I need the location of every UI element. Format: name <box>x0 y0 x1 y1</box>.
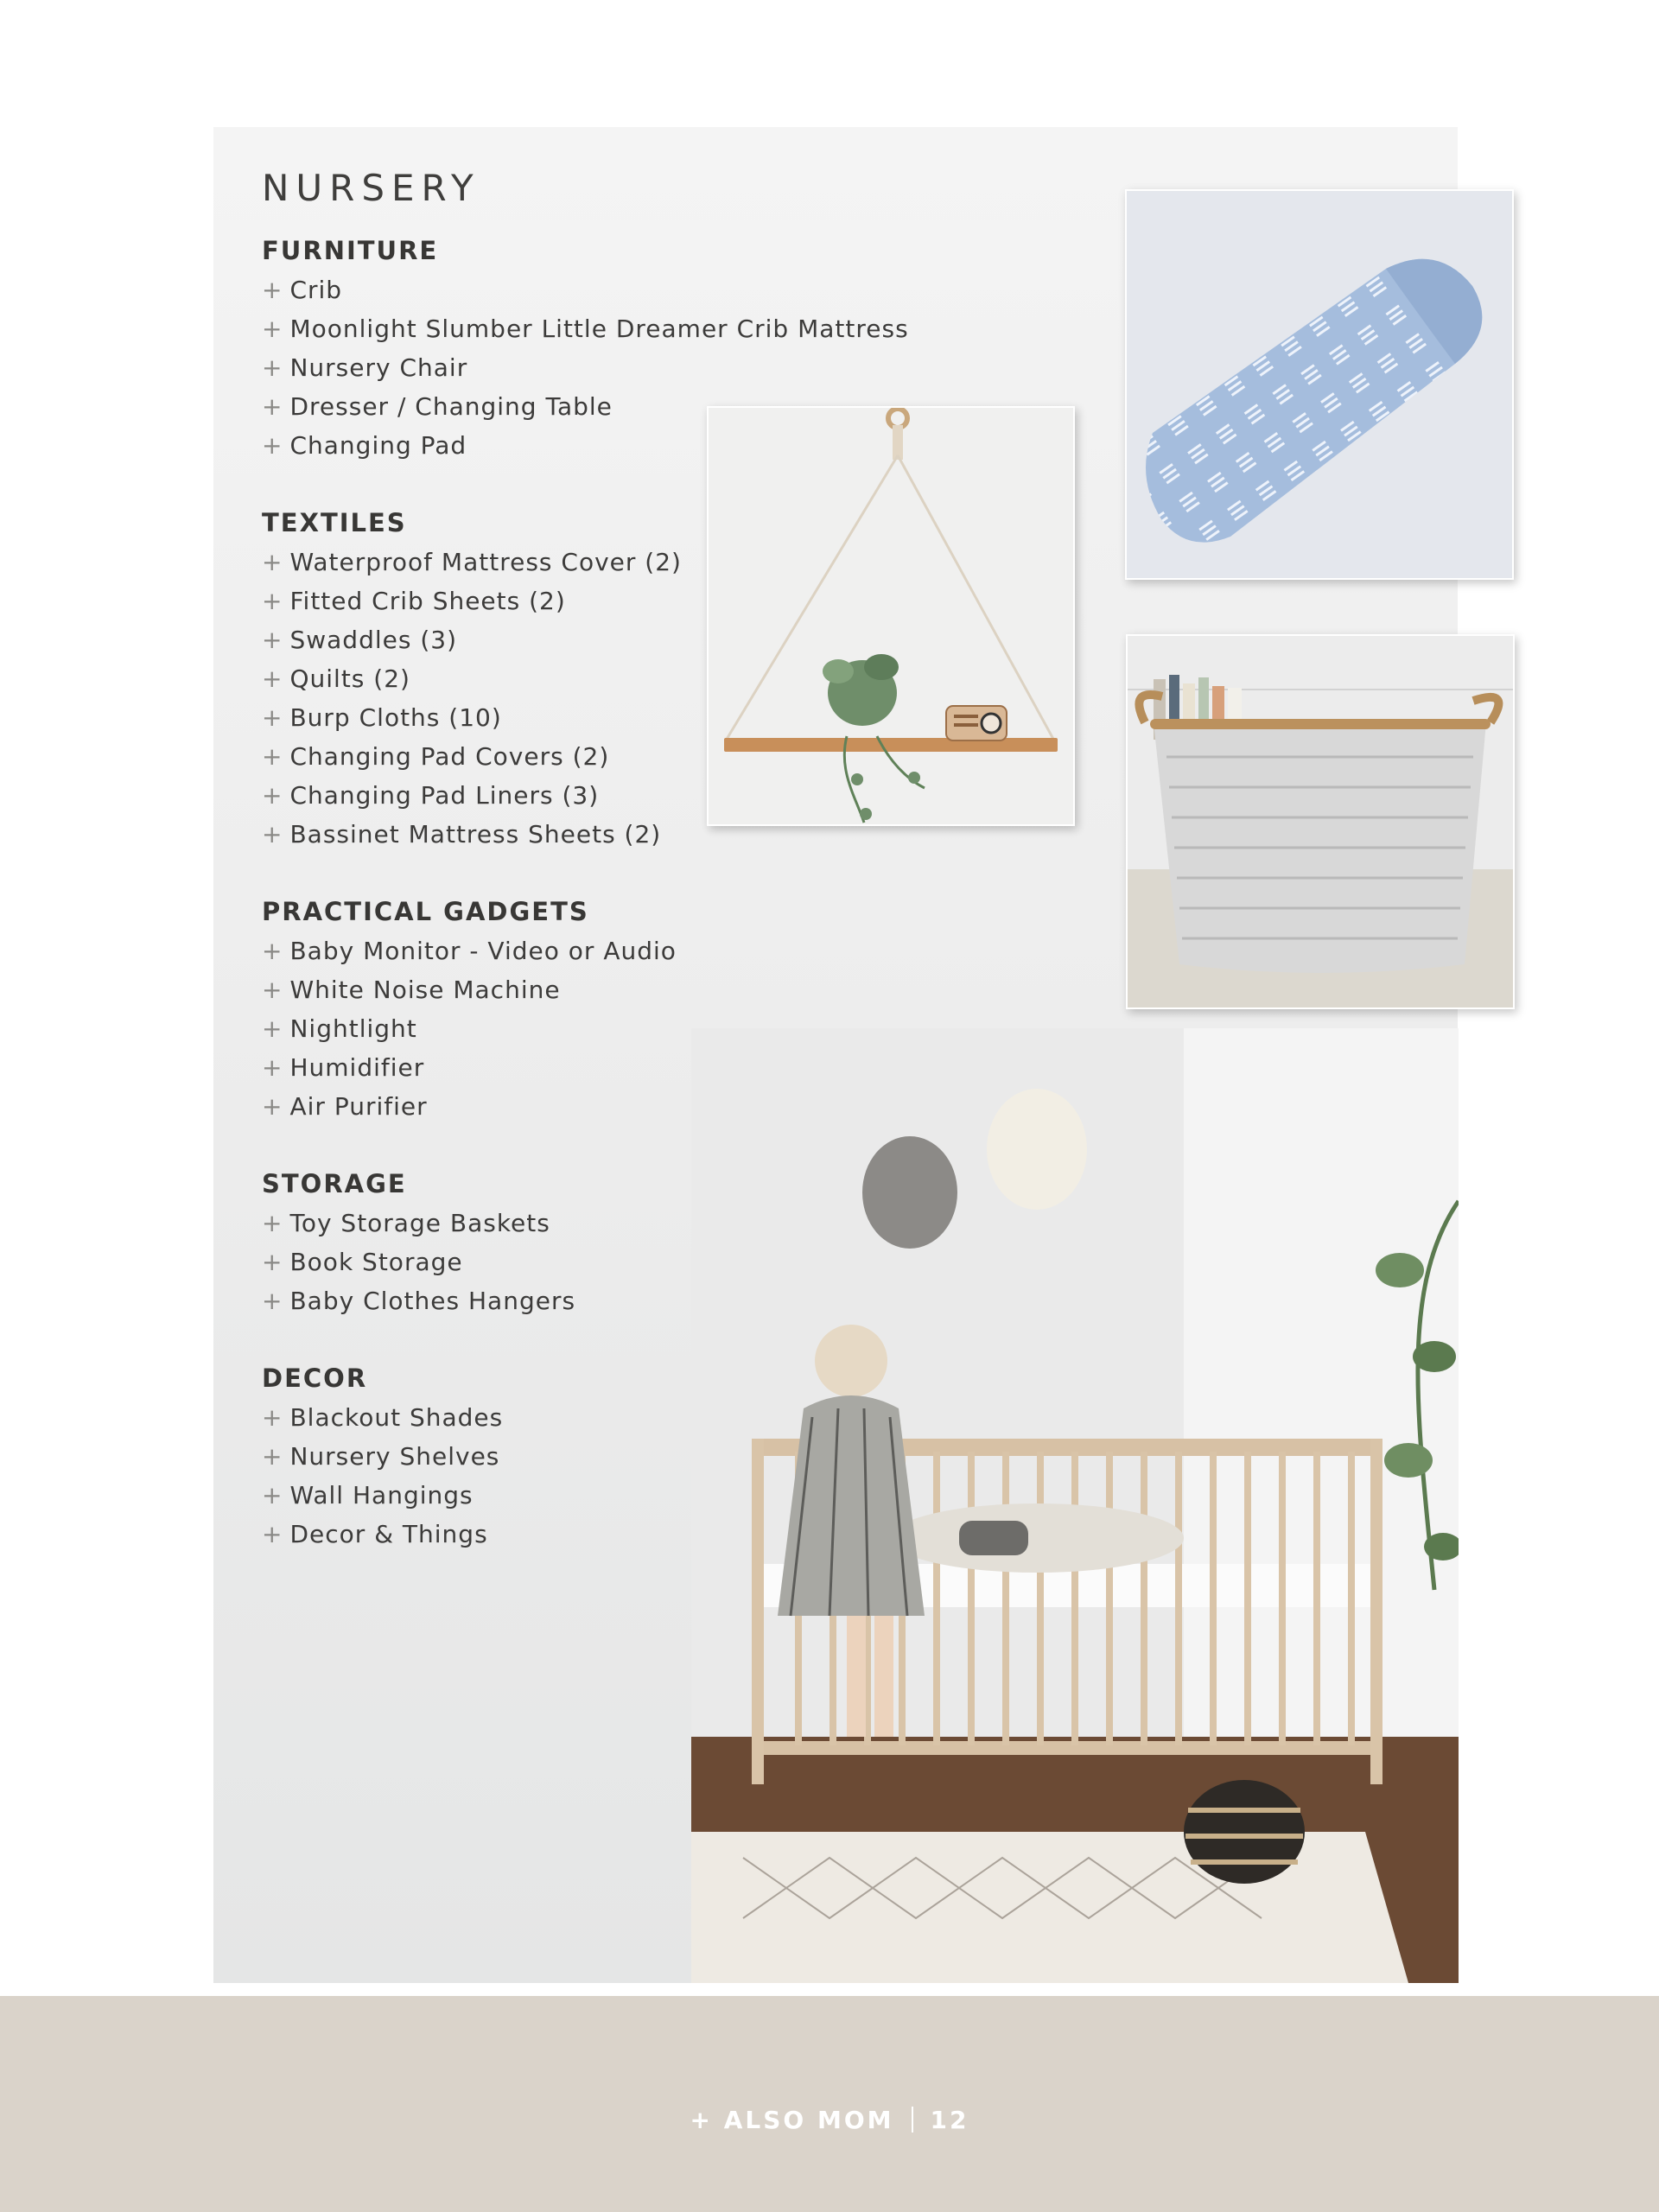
plus-icon: + <box>262 1287 283 1315</box>
plus-icon: + <box>262 1442 283 1471</box>
list-item-label: Quilts (2) <box>289 664 410 693</box>
list-item <box>262 931 867 970</box>
plus-icon: + <box>262 1209 283 1237</box>
list-item-label: Changing Pad Liners (3) <box>289 781 600 810</box>
section-title: PRACTICAL GADGETS <box>262 897 589 926</box>
list-item <box>262 309 909 348</box>
list-item-label: Changing Pad <box>289 431 467 460</box>
plus-icon: + <box>262 353 283 382</box>
plus-icon: + <box>262 742 283 771</box>
plus-icon: + <box>262 937 283 965</box>
plus-icon: + <box>262 1014 283 1043</box>
plus-icon: + <box>262 548 283 576</box>
footer-divider <box>912 2107 913 2133</box>
plus-icon: + <box>262 626 283 654</box>
list-item-label: White Noise Machine <box>289 976 561 1004</box>
storage-basket-photo <box>1126 634 1515 1009</box>
section-title: TEXTILES <box>262 508 407 537</box>
section-title: DECOR <box>262 1363 368 1393</box>
list-item-label: Decor & Things <box>289 1520 488 1548</box>
plus-icon: + <box>262 1481 283 1510</box>
footer-brand: + ALSO MOM <box>690 2106 894 2134</box>
list-item-label: Book Storage <box>289 1248 463 1276</box>
section-title: FURNITURE <box>262 236 439 265</box>
swaddle-photo <box>1125 189 1514 580</box>
page-footer <box>0 1996 1659 2212</box>
plus-icon: + <box>262 392 283 421</box>
nursery-room-photo <box>691 1028 1459 1983</box>
footer-text <box>0 2103 1659 2138</box>
list-item-label: Nightlight <box>289 1014 417 1043</box>
list-item-label: Dresser / Changing Table <box>289 392 613 421</box>
list-item-label: Nursery Chair <box>289 353 468 382</box>
list-item-label: Humidifier <box>289 1053 425 1082</box>
plus-icon: + <box>262 664 283 693</box>
list-item-label: Baby Clothes Hangers <box>289 1287 576 1315</box>
plus-icon: + <box>262 820 283 849</box>
list-item <box>262 270 867 309</box>
list-item-label: Toy Storage Baskets <box>289 1209 550 1237</box>
plus-icon: + <box>262 703 283 732</box>
section-title: STORAGE <box>262 1169 407 1198</box>
list-item-label: Crib <box>289 276 343 304</box>
list-item-label: Bassinet Mattress Sheets (2) <box>289 820 662 849</box>
plus-icon: + <box>262 1403 283 1432</box>
list-item-label: Nursery Shelves <box>289 1442 500 1471</box>
page-title: NURSERY <box>262 167 480 209</box>
plus-icon: + <box>262 587 283 615</box>
list-item-label: Fitted Crib Sheets (2) <box>289 587 566 615</box>
list-item-label: Waterproof Mattress Cover (2) <box>289 548 682 576</box>
list-item-label: Blackout Shades <box>289 1403 504 1432</box>
list-item <box>262 348 867 387</box>
list-item-label: Swaddles (3) <box>289 626 458 654</box>
plus-icon: + <box>262 1092 283 1121</box>
list-item-label: Air Purifier <box>289 1092 428 1121</box>
list-item-label: Changing Pad Covers (2) <box>289 742 610 771</box>
plus-icon: + <box>262 781 283 810</box>
list-item-label: Burp Cloths (10) <box>289 703 502 732</box>
list-item <box>262 970 867 1009</box>
plus-icon: + <box>262 1053 283 1082</box>
plus-icon: + <box>262 1520 283 1548</box>
plus-icon: + <box>262 1248 283 1276</box>
plus-icon: + <box>262 976 283 1004</box>
plus-icon: + <box>262 276 283 304</box>
page-number: 12 <box>930 2106 969 2134</box>
list-item-label: Baby Monitor - Video or Audio <box>289 937 677 965</box>
plus-icon: + <box>262 315 283 343</box>
list-item-label: Moonlight Slumber Little Dreamer Crib Mattress <box>289 315 909 343</box>
hanging-shelf-photo <box>707 406 1075 826</box>
plus-icon: + <box>262 431 283 460</box>
list-item-label: Wall Hangings <box>289 1481 474 1510</box>
